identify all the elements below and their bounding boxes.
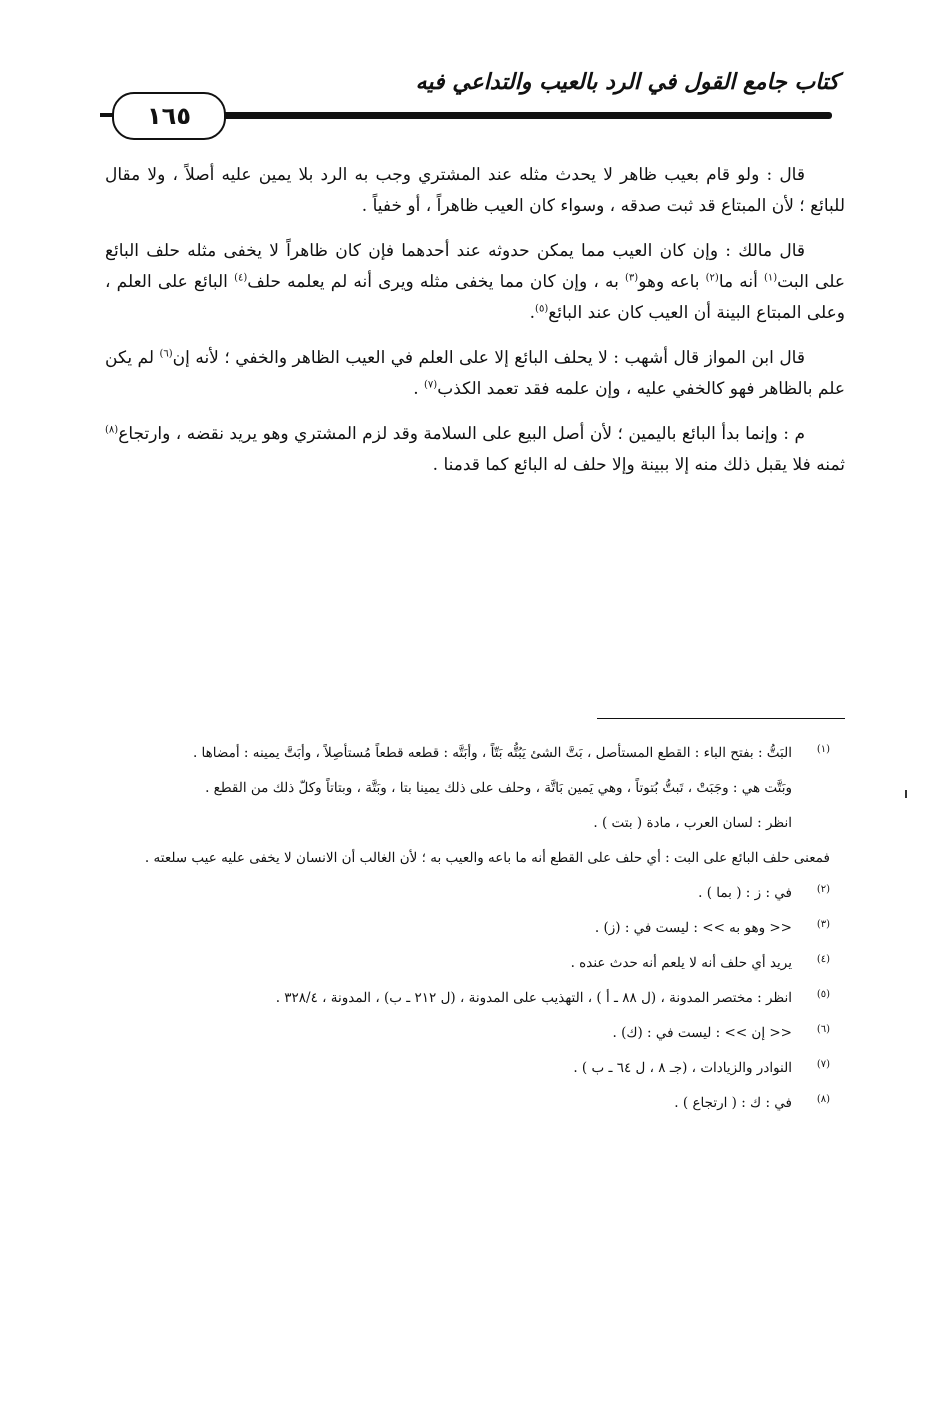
running-title: كتاب جامع القول في الرد بالعيب والتداعي فيه — [415, 70, 839, 95]
paragraph-2 — [105, 236, 845, 329]
footnote-number: (٨) — [816, 1094, 830, 1105]
footnote-ref-1[interactable]: (١) — [763, 272, 778, 284]
text-run: لم يكن علم بالظاهر فهو كالخفي عليه ، وإن علمه فقد تعمد الكذب — [105, 348, 845, 399]
page-number-text: ١٦٥ — [147, 102, 191, 130]
footnote-ref-6[interactable]: (٦) — [159, 348, 173, 360]
footnote-number: (٤) — [816, 954, 830, 965]
footnote-text: انظر : مختصر المدونة ، (ل ٨٨ ـ أ ) ، التهذيب على المدونة ، (ل ٢١٢ ـ ب) ، المدونة ، ٣٢٨/٤ . — [275, 990, 792, 1006]
footnote-text: في : ك : ( ارتجاع ) . — [674, 1095, 792, 1111]
footnote-ref-8[interactable]: (٨) — [105, 424, 119, 436]
paragraph-1: قال : ولو قام بعيب ظاهر لا يحدث مثله عند المشتري وجب به الرد بلا يمين عليه أصلاً ، ولا مقال للبائع ؛ لأن المبتاع قد ثبت صدقه ، وسواء كان العيب ظاهراً ، أو خفياً . — [105, 165, 845, 216]
footnote-text: يريد أي حلف أنه لا يلعم أنه حدث عنده . — [570, 955, 792, 971]
footnotes — [100, 740, 830, 1125]
footnote-text: << وهو به >> : ليست في : (ز) . — [594, 920, 792, 936]
scan-mark — [905, 790, 907, 798]
header-rule — [222, 112, 832, 119]
text-run: قال ابن المواز قال أشهب : لا يحلف البائع إلا على العلم في العيب الظاهر والخفي ؛ لأنه إن — [172, 348, 805, 368]
footnote-number: (٧) — [816, 1059, 830, 1070]
footnote-text: << إن >> : ليست في : (ك) . — [612, 1025, 792, 1041]
footnote-ref-3[interactable]: (٣) — [625, 272, 639, 284]
text-run: البائع على العلم ، وعلى المبتاع البينة أن العيب كان عند البائع — [105, 272, 845, 323]
footnote-number: (٢) — [816, 884, 830, 895]
text-run: . — [529, 303, 536, 323]
footnote-number: (٦) — [816, 1024, 830, 1035]
footnote-text: النوادر والزيادات ، (جـ ٨ ، ل ٦٤ ـ ب ) . — [573, 1060, 792, 1076]
footnote-separator — [597, 718, 845, 719]
footnote-text: في : ز : ( بما ) . — [698, 885, 792, 901]
footnote-2 — [100, 880, 830, 907]
footnote-number: (٥) — [816, 989, 830, 1000]
footnote-ref-5[interactable]: (٥) — [535, 303, 549, 315]
footnote-ref-7[interactable]: (٧) — [424, 379, 438, 391]
text-run: ثمنه فلا يقبل ذلك منه إلا ببينة وإلا حلف له البائع كما قدمنا . — [432, 455, 845, 475]
paragraph-4 — [105, 419, 845, 481]
footnote-text: البَتُّ : بفتح الباء : القطع المستأصل ، بَتَّ الشئ يَبُتُّه بَتّاً ، وأبَتَّه : قطعه قطعاً مُستأصِلاً ، وأبَتَّ يمينه : أمضاها . — [192, 745, 792, 761]
footnote-1-continuation: وبَتَّت هي : وجَبَتْ ، تَبتُّ بُتوتاً ، وهي يَمين بَاتَّة ، وحلف على ذلك يمينا بتا ، وبَتَّة ، وبتاتاً وكلّ ذلك من القطع . — [205, 780, 792, 796]
footnote-number: (٣) — [816, 919, 830, 930]
footnote-1-reference: انظر : لسان العرب ، مادة ( بتت ) . — [593, 815, 792, 831]
footnote-6 — [100, 1020, 830, 1047]
footnote-8 — [100, 1090, 830, 1117]
footnote-3 — [100, 915, 830, 942]
text-run: باعه وهو — [638, 272, 706, 292]
footnote-ref-2[interactable]: (٢) — [705, 272, 719, 284]
text-run: أنه ما — [718, 272, 764, 292]
paragraph-3 — [105, 343, 845, 405]
footnote-4 — [100, 950, 830, 977]
text-run: قال مالك : وإن كان العيب مما يمكن حدوثه عند أحدهما فإن كان ظاهراً لا يخفى مثله حلف البائع على البت — [105, 241, 845, 292]
main-text — [105, 160, 845, 495]
page-number — [112, 92, 226, 140]
footnote-ref-4[interactable]: (٤) — [234, 272, 248, 284]
footnote-1-explanation: فمعنى حلف البائع على البت : أي حلف على القطع أنه ما باعه والعيب به ؛ لأن الغالب أن الانسان لا يخفى عليه عيب سلعته . — [144, 850, 830, 866]
page-header — [0, 0, 949, 140]
text-run: م : وإنما بدأ البائع باليمين ؛ لأن أصل البيع على السلامة وقد لزم المشتري وهو يريد نقضه ، وارتجاع — [118, 424, 805, 444]
footnote-7 — [100, 1055, 830, 1082]
footnote-5 — [100, 985, 830, 1012]
text-run: . — [413, 379, 424, 399]
footnote-number: (١) — [816, 744, 830, 755]
footnote-1 — [100, 740, 830, 767]
text-run: به ، وإن كان مما يخفى مثله ويرى أنه لم يعلمه حلف — [247, 272, 626, 292]
